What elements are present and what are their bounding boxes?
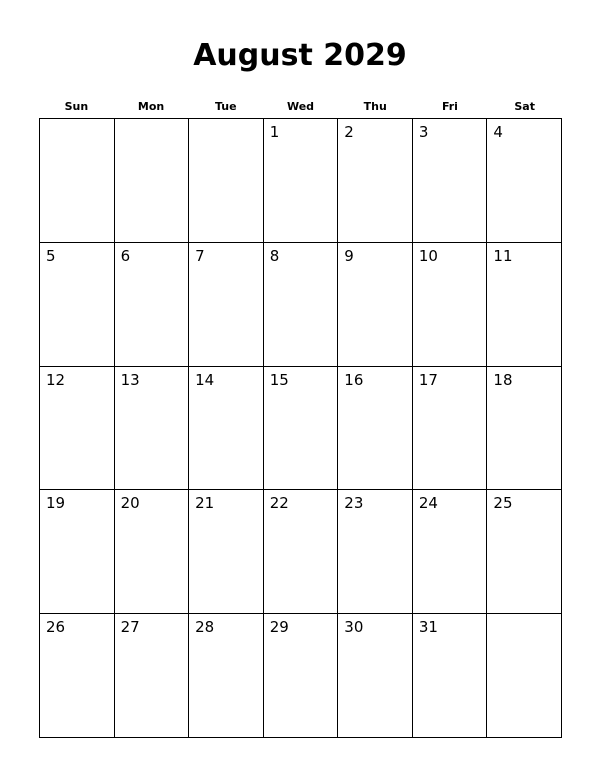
day-number: 17 — [418, 370, 438, 389]
day-number: 26 — [46, 618, 66, 637]
day-cell — [338, 243, 413, 367]
day-number: 31 — [418, 618, 438, 637]
day-cell — [40, 490, 115, 614]
day-cell — [189, 119, 264, 243]
day-cell — [264, 367, 339, 491]
day-cell — [413, 243, 488, 367]
day-cell — [264, 243, 339, 367]
day-number: 6 — [120, 246, 131, 265]
day-cell — [338, 490, 413, 614]
day-cell — [264, 614, 339, 738]
day-cell — [264, 119, 339, 243]
calendar-grid — [39, 118, 562, 738]
day-number: 1 — [269, 123, 280, 141]
day-cell — [115, 119, 190, 243]
weekday-mon: Mon — [137, 100, 165, 113]
day-number: 28 — [195, 618, 215, 637]
weekday-header-row — [39, 99, 562, 115]
day-number: 23 — [344, 494, 364, 513]
day-number: 7 — [195, 246, 205, 265]
day-number: 5 — [46, 246, 56, 265]
day-cell — [189, 490, 264, 614]
day-cell — [189, 614, 264, 738]
day-cell — [487, 243, 562, 367]
weekday-fri: Fri — [441, 100, 458, 113]
weekday-sun: Sun — [64, 100, 89, 113]
weekday-tue: Tue — [215, 100, 237, 113]
day-cell — [40, 367, 115, 491]
day-number: 10 — [418, 246, 438, 265]
day-number: 20 — [120, 494, 140, 513]
day-cell — [115, 243, 190, 367]
day-cell — [40, 614, 115, 738]
day-number: 27 — [120, 618, 140, 637]
day-cell — [189, 367, 264, 491]
day-cell — [115, 614, 190, 738]
day-cell — [413, 614, 488, 738]
day-number: 3 — [418, 123, 429, 141]
day-number: 14 — [195, 370, 215, 389]
day-cell — [115, 490, 190, 614]
day-number: 2 — [344, 123, 354, 141]
day-number: 13 — [120, 370, 140, 389]
day-number: 22 — [269, 494, 289, 513]
day-number: 9 — [344, 246, 354, 265]
day-number: 29 — [269, 618, 289, 637]
day-number: 8 — [269, 246, 280, 265]
day-cell — [487, 367, 562, 491]
day-cell — [487, 119, 562, 243]
day-number: 11 — [493, 246, 513, 265]
day-cell — [338, 367, 413, 491]
day-number: 24 — [418, 494, 438, 513]
weekday-thu: Thu — [363, 100, 387, 113]
day-number: 21 — [195, 494, 215, 513]
day-number: 15 — [269, 370, 289, 389]
day-cell — [487, 490, 562, 614]
day-cell — [338, 119, 413, 243]
weekday-wed: Wed — [286, 100, 315, 113]
day-cell — [115, 367, 190, 491]
day-number: 19 — [46, 494, 66, 513]
day-number: 4 — [493, 123, 503, 141]
day-cell — [264, 490, 339, 614]
day-cell — [413, 119, 488, 243]
calendar-title: August 2029 — [193, 38, 407, 73]
day-number: 25 — [493, 494, 513, 513]
day-cell — [338, 614, 413, 738]
weekday-sat: Sat — [514, 100, 535, 113]
day-number: 16 — [344, 370, 364, 389]
day-cell — [40, 243, 115, 367]
day-cell — [413, 367, 488, 491]
day-number: 12 — [46, 370, 66, 389]
day-cell — [189, 243, 264, 367]
day-cell — [40, 119, 115, 243]
day-cell — [413, 490, 488, 614]
day-cell — [487, 614, 562, 738]
day-number: 18 — [493, 370, 513, 389]
day-number: 30 — [344, 618, 364, 637]
